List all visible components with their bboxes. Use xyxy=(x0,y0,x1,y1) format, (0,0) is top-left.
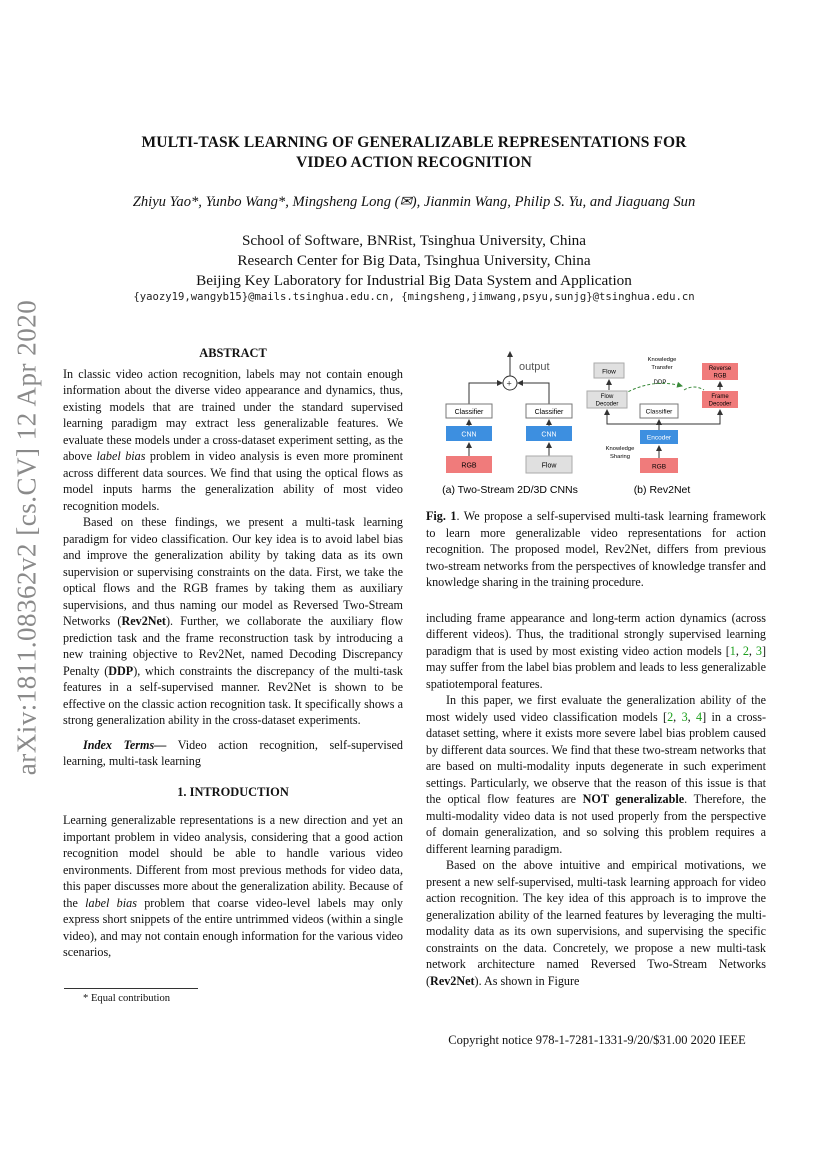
frame-decoder-label-1: Frame xyxy=(711,394,729,400)
title-line-2: VIDEO ACTION RECOGNITION xyxy=(296,154,532,171)
flow-decoder-label-1: Flow xyxy=(600,394,614,400)
flow-decoder-label-2: Decoder xyxy=(595,401,619,408)
abstract-paragraph-1: In classic video action recognition, labels may not contain enough information about the diverse video appearance and dynamics, thus, existing models that are trained under the standard supervised learning paradigm may extract less generalizable features. We evaluate these models under a cross-dataset experiment setting, as the above label bias problem in video analysis is even more prominent across different data sources. We find that using the optical flows as model inputs harms the generalization ability of most video recognition models. xyxy=(63,366,403,513)
footnote-equal-contribution: * Equal contribution xyxy=(83,993,171,1004)
author-emails: {yaozy19,wangyb15}@mails.tsinghua.edu.cn, {mingsheng,jimwang,psyu,sunjg}@tsinghua.edu.cn xyxy=(133,291,695,303)
knowledge-transfer-label-2: Transfer xyxy=(651,365,673,371)
frame-decoder-label-2: Decoder xyxy=(708,401,732,408)
arxiv-identifier: arXiv:1811.08362v2 [cs.CV] 12 Apr 2020 xyxy=(11,299,42,776)
cnn-right-label: CNN xyxy=(541,431,557,439)
figure-1-diagram xyxy=(422,346,768,500)
abstract-heading: ABSTRACT xyxy=(199,346,267,360)
sum-symbol: + xyxy=(506,378,512,389)
knowledge-sharing-label-1: Knowledge xyxy=(605,446,635,452)
reverse-rgb-label-1: Reverse xyxy=(708,366,732,372)
label-bias-term: label bias xyxy=(96,449,146,463)
output-label: output xyxy=(519,361,550,373)
citation-link[interactable]: 1 xyxy=(729,643,736,658)
affiliations xyxy=(0,231,828,291)
citation-link[interactable]: 3 xyxy=(681,709,688,724)
ddp-term: DDP xyxy=(108,663,134,678)
ddp-arrow-right xyxy=(684,387,704,390)
ddp-label: DDP xyxy=(653,380,667,386)
affiliation-2: Research Center for Big Data, Tsinghua University, China xyxy=(237,252,591,269)
cnn-left-label: CNN xyxy=(461,431,477,439)
affiliation-3: Beijing Key Laboratory for Industrial Big Data System and Application xyxy=(196,272,632,289)
affiliation-1: School of Software, BNRist, Tsinghua University, China xyxy=(241,232,586,249)
subcaption-a: (a) Two-Stream 2D/3D CNNs xyxy=(442,484,578,496)
abstract-paragraph-2: Based on these findings, we present a multi-task learning paradigm for video classification. Our key idea is to avoid label bias and improve the generalization ability by taking data as its own supervision or supervising constraints on the data. First, we take the optical flows and the RGB frames by taking them as auxiliary supervisions, and thus naming our model as Reversed Two-Stream Networks (Rev2Net). Further, we collaborate the auxiliary flow prediction task and the frame reconstruction task by introducing a new training objective to Rev2Net, named Decoding Discrepancy Penalty (DDP), which constraints the discrepancy of the multi-task features in a self-supervised manner. Rev2Net is shown to be effective on the classic action recognition task. It specifically shows a strong generalization ability in the cross-dataset experiments. xyxy=(63,515,403,727)
index-terms: Index Terms— Video action recognition, self-supervised learning, multi-task learning xyxy=(63,737,403,768)
citation-link[interactable]: 2 xyxy=(742,643,749,658)
rgb-input-label: RGB xyxy=(461,462,477,470)
reverse-rgb-label-2: RGB xyxy=(713,373,727,380)
intro-continued-paragraph: including frame appearance and long-term action dynamics (across different videos). Thus, the traditional strongly supervised learning paradigm that is used by most existing video action models [1, 2, 3] may suffer from the label bias problem and leads to less generalizable spatiotemporal features. xyxy=(426,610,767,691)
flow-target-label: Flow xyxy=(602,368,616,376)
citation-link[interactable]: 4 xyxy=(696,709,703,724)
footnote-divider xyxy=(64,988,198,989)
knowledge-transfer-label-1: Knowledge xyxy=(647,357,677,363)
paper-title xyxy=(0,133,828,173)
intro-paragraph-approach: Based on the above intuitive and empirical motivations, we present a new self-supervised, multi-task learning approach for video action recognition. The key idea of this approach is to improve the generalization ability of the learned features by leveraging the multi-modality data as its own supervisions, and supervising the specific constraints on the data. Concretely, we propose a new multi-task network architecture named Reversed Two-Stream Networks (Rev2Net). As shown in Figure xyxy=(426,858,766,988)
rev2net-classifier-label: Classifier xyxy=(645,408,673,416)
encoder-label: Encoder xyxy=(646,434,672,442)
copyright-notice: Copyright notice 978-1-7281-1331-9/20/$31.00 2020 IEEE xyxy=(448,1033,746,1047)
figure-caption-label: Fig. 1 xyxy=(426,509,457,523)
left-column xyxy=(63,345,403,961)
title-line-1: MULTI-TASK LEARNING OF GENERALIZABLE REPRESENTATIONS FOR xyxy=(141,134,687,151)
introduction-paragraph-1: Learning generalizable representations is a new direction and yet an important problem in video analysis, considering that a good action recognition model should be able to handle various video environments. Different from most previous methods for video data, this paper discusses more about the generalization ability. Because of the label bias problem that coarse video-level labels may only express short snippets of the entire untrimmed videos (within a single video), and may not contain enough information for the various video scenarios, xyxy=(63,813,404,959)
introduction-heading: 1. INTRODUCTION xyxy=(177,784,289,799)
rev2net-diagram xyxy=(587,357,738,473)
rev2net-term: Rev2Net xyxy=(121,614,166,628)
author-list: Zhiyu Yao*, Yunbo Wang*, Mingsheng Long (✉), Jianmin Wang, Philip S. Yu, and Jiaguang Sun xyxy=(132,194,696,210)
right-column xyxy=(426,508,766,989)
citation-link[interactable]: 2 xyxy=(667,709,674,724)
index-terms-label: Index Terms— xyxy=(83,737,167,752)
flow-input-label: Flow xyxy=(541,462,557,470)
knowledge-sharing-label-2: Sharing xyxy=(610,454,630,460)
rev2net-rgb-label: RGB xyxy=(651,463,667,471)
classifier-left-label: Classifier xyxy=(454,409,484,416)
intro-paragraph-evaluation: In this paper, we first evaluate the generalization ability of the most widely used video classification models [2, 3, 4] in a cross-dataset setting, where it exists more severe label bias problem caused by different data sources. We find that these two-stream networks that are based on multi-modality inputs degenerate in such experiment settings. Particularly, we observe that the reason of this issue is that the optical flow features are NOT generalizable. Therefore, the multi-modality video data is not used properly from the perspective of domain generalization, and so solving this problem requires a different learning paradigm. xyxy=(426,693,767,856)
two-stream-diagram xyxy=(446,352,572,473)
subcaption-b: (b) Rev2Net xyxy=(633,484,691,496)
not-generalizable-term: NOT generalizable xyxy=(582,792,685,806)
figure-1-caption: Fig. 1. We propose a self-supervised multi-task learning framework to learn more generalizable video representations for action recognition. The proposed model, Rev2Net, differs from previous two-stream networks from the perspectives of knowledge transfer and knowledge sharing in the training procedure. xyxy=(426,509,766,589)
citation-link[interactable]: 3 xyxy=(755,643,762,658)
classifier-right-label: Classifier xyxy=(534,409,564,416)
